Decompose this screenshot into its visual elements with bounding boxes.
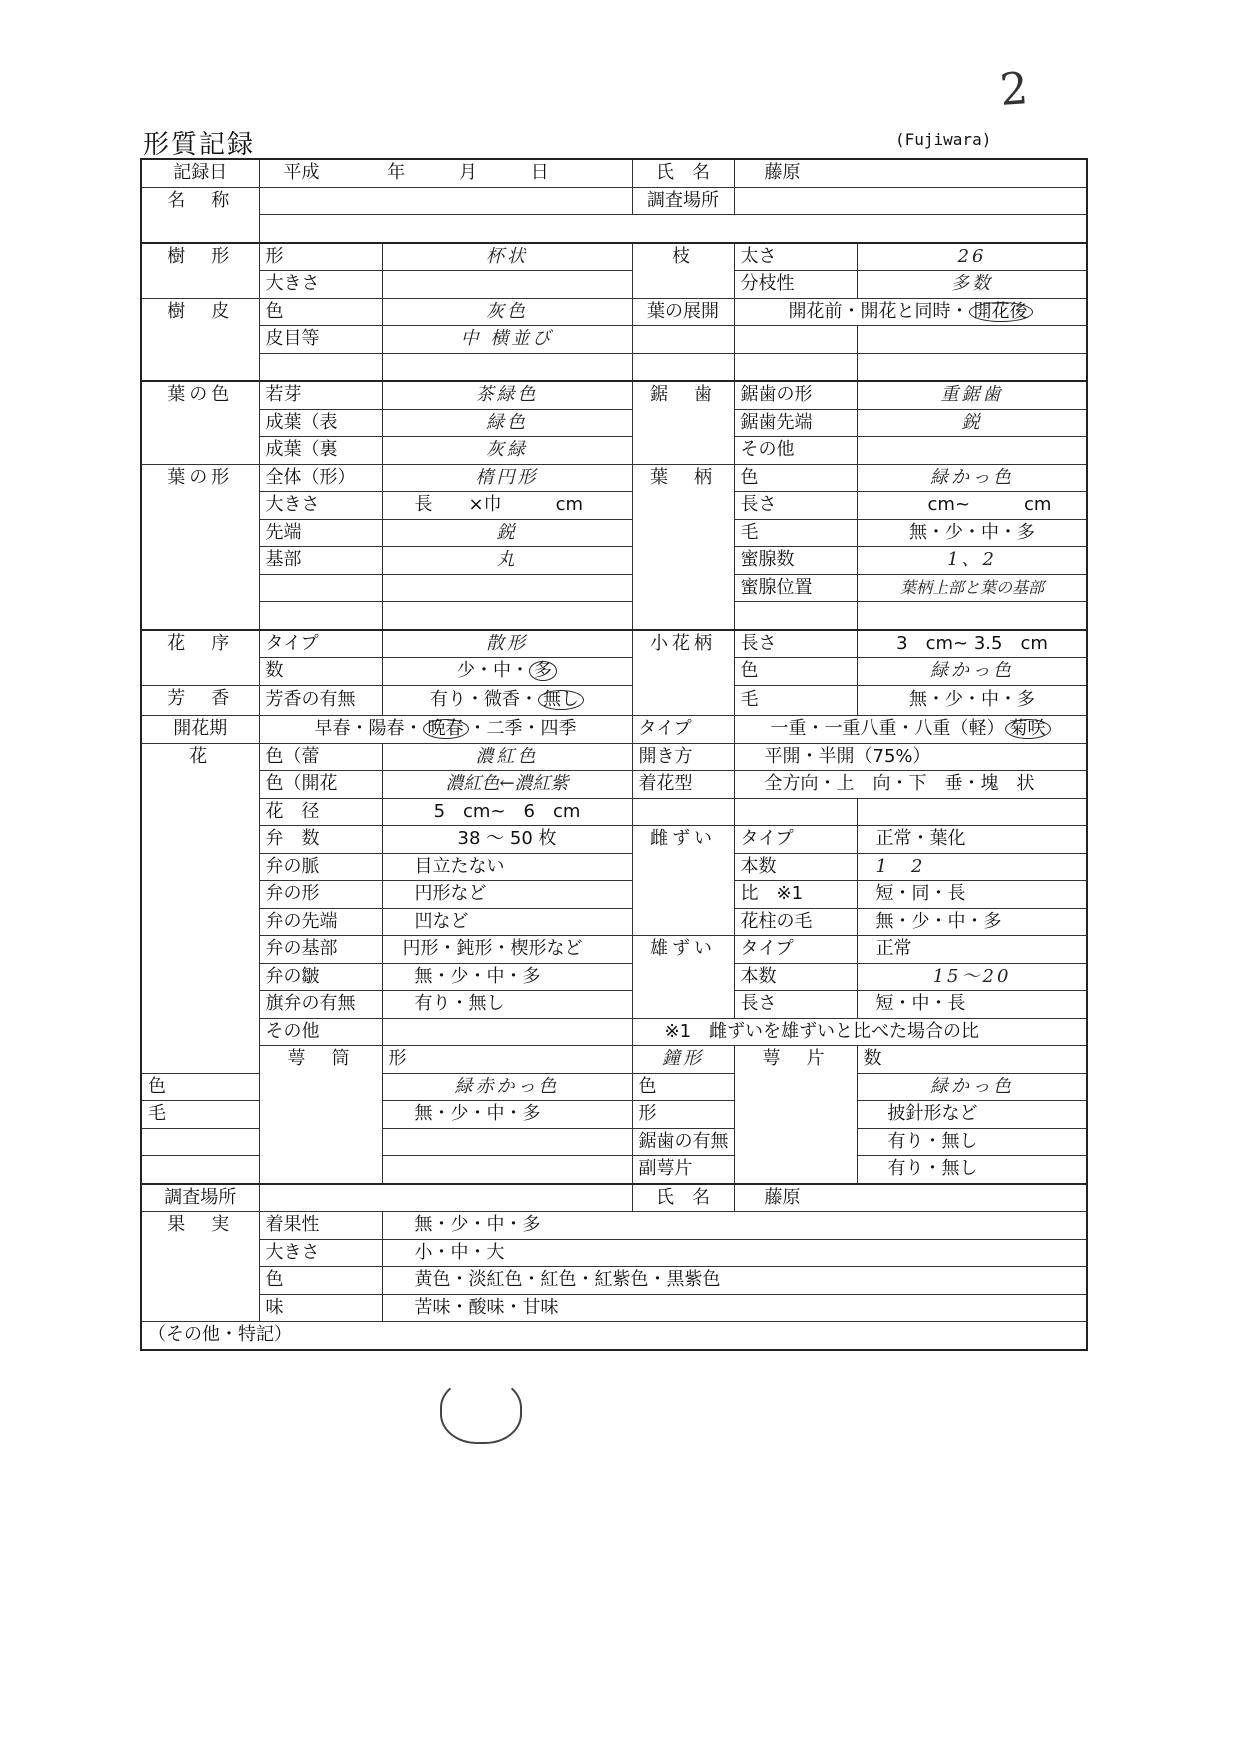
thickness-value[interactable]: 26: [857, 243, 1087, 271]
leaf-size-text[interactable]: 長 ×巾 cm: [382, 492, 632, 520]
table-row: [141, 991, 1087, 1019]
table-row: [141, 658, 1087, 686]
bark-color-value[interactable]: 灰色: [382, 298, 632, 326]
pedicel-length-label: 長さ: [734, 630, 857, 658]
flower-type-label: タイプ: [632, 716, 734, 744]
fruit-name-value[interactable]: 藤原: [734, 1184, 1087, 1212]
blank-cell: [734, 353, 857, 381]
stamen-length-label: 長さ: [734, 991, 857, 1019]
petiole-hair-label: 毛: [734, 519, 857, 547]
sepal-shape-label: 形: [632, 1101, 734, 1129]
name-label: 氏 名: [632, 159, 734, 187]
table-row: [141, 743, 1087, 771]
site-field[interactable]: [734, 187, 1087, 215]
blank-cell: [382, 1156, 632, 1184]
attitude-label: 着花型: [632, 771, 734, 799]
day-label: 日: [530, 162, 549, 184]
stamen-count-value[interactable]: 15～20: [857, 963, 1087, 991]
leafing-option[interactable]: 開花前: [788, 300, 843, 322]
year-label: 年: [387, 162, 406, 184]
table-row: [141, 1184, 1087, 1212]
option[interactable]: 早春: [314, 718, 351, 740]
fruit-label: 果 実: [141, 1212, 259, 1322]
option[interactable]: 多: [1017, 689, 1036, 711]
pedicel-label: 小花柄: [632, 630, 734, 716]
leaf-tip-label: 先端: [259, 519, 382, 547]
leaf-tip-value[interactable]: 鋭: [382, 519, 632, 547]
option-selected[interactable]: 多: [529, 661, 557, 681]
option-selected[interactable]: 無し: [538, 690, 584, 710]
option[interactable]: 無: [909, 689, 928, 711]
petiole-length-text[interactable]: cm~ cm: [857, 492, 1087, 520]
pistil-type-label: タイプ: [734, 826, 857, 854]
option[interactable]: 少: [945, 521, 964, 543]
fruit-site-label: 調査場所: [141, 1184, 259, 1212]
cultivar-field[interactable]: [259, 187, 632, 215]
option[interactable]: 少: [457, 660, 475, 682]
author-tag: (Fujiwara): [895, 130, 992, 149]
table-row: [141, 492, 1087, 520]
petiole-label: 葉 柄: [632, 464, 734, 630]
fragrance-presence-label: 芳香の有無: [259, 685, 382, 716]
table-row: [141, 963, 1087, 991]
table-row: [141, 1212, 1087, 1240]
option[interactable]: 中: [981, 689, 1000, 711]
inflorescence-count-options[interactable]: 少・中・ 多: [382, 658, 632, 686]
bud-color-label: 色（蕾: [259, 743, 382, 771]
blank-cell: [382, 574, 632, 602]
opening-text[interactable]: 平開・半開（75%）: [734, 743, 1087, 771]
sub-calyx-text[interactable]: 有り・無し: [857, 1156, 1087, 1184]
gland-position-value[interactable]: 葉柄上部と葉の基部: [857, 574, 1087, 602]
leafing-options[interactable]: 開花前・開花と同時・ 開花後: [734, 298, 1087, 326]
branch-label: 枝: [632, 243, 734, 299]
serration-other-value[interactable]: [857, 437, 1087, 465]
diameter-text[interactable]: 5 cm~ 6 cm: [382, 798, 632, 826]
open-color-value[interactable]: 濃紅色←濃紅紫: [382, 771, 632, 799]
leaf-color-label: 葉の色: [141, 381, 259, 464]
table-row: [141, 437, 1087, 465]
blank-cell: [632, 326, 734, 354]
blank-cell: [259, 353, 382, 381]
sepal-color-label: 色: [632, 1073, 734, 1101]
blank-cell: [734, 798, 857, 826]
bud-color-value[interactable]: 濃紅色: [382, 743, 632, 771]
pedicel-hair-label: 毛: [734, 685, 857, 716]
style-hair-label: 花柱の毛: [734, 908, 857, 936]
table-row: [141, 547, 1087, 575]
fruit-setting-label: 着果性: [259, 1212, 382, 1240]
fruit-size-text[interactable]: 小・中・大: [382, 1239, 1087, 1267]
option[interactable]: 二季: [486, 718, 523, 740]
table-row: [141, 630, 1087, 658]
blank-cell: [141, 1156, 259, 1184]
site-label: 調査場所: [632, 187, 734, 215]
option[interactable]: 多: [1017, 521, 1036, 543]
mature-lower-label: 成葉（裏: [259, 437, 382, 465]
pedicel-color-label: 色: [734, 658, 857, 686]
bud-value[interactable]: 茶緑色: [382, 381, 632, 409]
petal-count-label: 弁 数: [259, 826, 382, 854]
inflorescence-type-label: タイプ: [259, 630, 382, 658]
table-row: [141, 908, 1087, 936]
footnote: ※1 雌ずいを雄ずいと比べた場合の比: [632, 1018, 1087, 1046]
table-row: [141, 215, 1087, 243]
record-date-label: 記録日: [141, 159, 259, 187]
lenticel-label: 皮目等: [259, 326, 382, 354]
mature-upper-label: 成葉（表: [259, 409, 382, 437]
table-row: [141, 826, 1087, 854]
era-label: 平成: [283, 162, 320, 184]
blank-cell: [632, 353, 734, 381]
option[interactable]: 一重: [770, 718, 807, 740]
pistil-type-text[interactable]: 正常・葉化: [857, 826, 1087, 854]
bud-label: 若芽: [259, 381, 382, 409]
month-label: 月: [458, 162, 477, 184]
tree-form-label: 形: [259, 243, 382, 271]
option[interactable]: 無: [909, 521, 928, 543]
cultivar-label: 名 称: [141, 187, 259, 243]
serration-label: 鋸 歯: [632, 381, 734, 464]
overall-label: 全体（形）: [259, 464, 382, 492]
name-value[interactable]: 藤原: [734, 159, 1087, 187]
table-row: [141, 1046, 1087, 1074]
flower-other-label: その他: [259, 1018, 382, 1046]
branching-label: 分枝性: [734, 271, 857, 299]
table-row: [141, 602, 1087, 630]
sepal-shape-value[interactable]: 披針形など: [857, 1101, 1087, 1129]
bloom-options[interactable]: 早春・陽春・ 晩春 ・二季・四季: [259, 716, 632, 744]
inflorescence-label: 花 序: [141, 630, 259, 686]
table-row: [141, 1239, 1087, 1267]
option[interactable]: 中: [493, 660, 511, 682]
leafing-option[interactable]: 開花と同時: [860, 300, 951, 322]
option[interactable]: 陽春: [368, 718, 405, 740]
flower-other-value[interactable]: [382, 1018, 632, 1046]
fruit-setting-text[interactable]: 無・少・中・多: [382, 1212, 1087, 1240]
pedicel-length-text[interactable]: 3 cm~ 3.5 cm: [857, 630, 1087, 658]
flag-petal-text[interactable]: 有り・無し: [382, 991, 632, 1019]
calyx-tube-label: 萼 筒: [259, 1046, 382, 1184]
petal-vein-label: 弁の脈: [259, 853, 382, 881]
leaf-shape-label: 葉の形: [141, 464, 259, 630]
sepal-serration-label: 鋸歯の有無: [632, 1128, 734, 1156]
leaf-size-label: 大きさ: [259, 492, 382, 520]
tree-form-value[interactable]: 杯状: [382, 243, 632, 271]
gland-count-value[interactable]: 1、2: [857, 547, 1087, 575]
page-number: 2: [998, 63, 1030, 116]
table-row: [141, 159, 1087, 187]
tube-shape-value[interactable]: 鐘形: [632, 1046, 734, 1074]
petal-shape-value[interactable]: 円形など: [382, 881, 632, 909]
gland-position-label: 蜜腺位置: [734, 574, 857, 602]
record-date-field[interactable]: [259, 159, 632, 187]
blank-cell: [382, 353, 632, 381]
option[interactable]: 中: [981, 521, 1000, 543]
fruit-taste-text[interactable]: 苦味・酸味・甘味: [382, 1294, 1087, 1322]
blank-cell: [382, 602, 632, 630]
petal-vein-value[interactable]: 目立たない: [382, 853, 632, 881]
sepal-serration-text[interactable]: 有り・無し: [857, 1128, 1087, 1156]
table-row: [141, 798, 1087, 826]
table-row: [141, 381, 1087, 409]
sub-calyx-label: 副萼片: [632, 1156, 734, 1184]
pedicel-hair-options[interactable]: 無・少・中・多: [857, 685, 1087, 716]
leaf-base-label: 基部: [259, 547, 382, 575]
mature-upper-value[interactable]: 緑色: [382, 409, 632, 437]
petal-shape-label: 弁の形: [259, 881, 382, 909]
serration-shape-value[interactable]: 重鋸歯: [857, 381, 1087, 409]
open-color-label: 色（開花: [259, 771, 382, 799]
trait-record-table: [140, 158, 1088, 1351]
option[interactable]: 少: [945, 689, 964, 711]
bark-label: 樹 皮: [141, 298, 259, 381]
table-row: [141, 519, 1087, 547]
table-row: [141, 243, 1087, 271]
fruit-color-text[interactable]: 黄色・淡紅色・紅色・紅紫色・黒紫色: [382, 1267, 1087, 1295]
serration-shape-label: 鋸歯の形: [734, 381, 857, 409]
tube-hair-label: 毛: [141, 1101, 259, 1129]
tube-hair-text[interactable]: 無・少・中・多: [382, 1101, 632, 1129]
table-row: [141, 881, 1087, 909]
table-row: [141, 771, 1087, 799]
flag-petal-label: 旗弁の有無: [259, 991, 382, 1019]
tube-color-label: 色: [141, 1073, 259, 1101]
option[interactable]: 微香: [484, 689, 520, 711]
table-row: [141, 936, 1087, 964]
petiole-color-value[interactable]: 緑かっ色: [857, 464, 1087, 492]
petal-base-text[interactable]: 円形・鈍形・楔形など: [382, 936, 632, 964]
petal-wrinkle-text[interactable]: 無・少・中・多: [382, 963, 632, 991]
blank-cell: [632, 798, 734, 826]
inflorescence-type-value[interactable]: 散形: [382, 630, 632, 658]
table-row: [141, 353, 1087, 381]
cultivar-field-extra[interactable]: [259, 215, 1087, 243]
leafing-label: 葉の展開: [632, 298, 734, 326]
table-row: [141, 298, 1087, 326]
stamen-label: 雄ずい: [632, 936, 734, 1019]
handwritten-circle-mark: [440, 1378, 522, 1444]
petiole-color-label: 色: [734, 464, 857, 492]
tube-shape-label: 形: [382, 1046, 632, 1074]
stamen-type-value[interactable]: 正常: [857, 936, 1087, 964]
petal-count-text[interactable]: 38 ～ 50 枚: [382, 826, 632, 854]
thickness-label: 太さ: [734, 243, 857, 271]
option-selected[interactable]: 晩春: [423, 719, 469, 739]
tree-shape-label: 樹 形: [141, 243, 259, 299]
petal-wrinkle-label: 弁の皺: [259, 963, 382, 991]
notes-area[interactable]: [141, 1322, 1087, 1350]
table-row: [141, 1322, 1087, 1350]
table-row: [141, 1294, 1087, 1322]
table-row: [141, 685, 1087, 716]
gland-count-label: 蜜腺数: [734, 547, 857, 575]
serration-other-label: その他: [734, 437, 857, 465]
fruit-taste-label: 味: [259, 1294, 382, 1322]
petal-tip-label: 弁の先端: [259, 908, 382, 936]
table-row: [141, 464, 1087, 492]
flower-label: 花: [141, 743, 259, 1073]
fragrance-label: 芳 香: [141, 685, 259, 716]
tree-size-label: 大きさ: [259, 271, 382, 299]
option[interactable]: 八重（軽）: [914, 718, 1005, 740]
blank-cell: [857, 798, 1087, 826]
table-row: [141, 1018, 1087, 1046]
style-hair-text[interactable]: 無・少・中・多: [857, 908, 1087, 936]
table-row: [141, 409, 1087, 437]
branching-value[interactable]: 多数: [857, 271, 1087, 299]
table-row: [141, 271, 1087, 299]
table-row: [141, 326, 1087, 354]
ratio-text[interactable]: 短・同・長: [857, 881, 1087, 909]
leafing-option-selected[interactable]: 開花後: [969, 302, 1033, 322]
stamen-length-text[interactable]: 短・中・長: [857, 991, 1087, 1019]
fragrance-options[interactable]: 有り・微香・ 無し: [382, 685, 632, 716]
table-row: [141, 853, 1087, 881]
bark-color-label: 色: [259, 298, 382, 326]
serration-tip-label: 鋸歯先端: [734, 409, 857, 437]
table-row: [141, 574, 1087, 602]
blank-cell: [259, 574, 382, 602]
blank-cell: [857, 326, 1087, 354]
pistil-label: 雌ずい: [632, 826, 734, 936]
blank-cell: [857, 602, 1087, 630]
tube-color-value[interactable]: 緑赤かっ色: [382, 1073, 632, 1101]
leaf-base-value[interactable]: 丸: [382, 547, 632, 575]
diameter-label: 花 径: [259, 798, 382, 826]
sepal-label: 萼 片: [734, 1046, 857, 1184]
ratio-label: 比 ※1: [734, 881, 857, 909]
petiole-hair-options[interactable]: 無・少・中・多: [857, 519, 1087, 547]
pedicel-color-value[interactable]: 緑かっ色: [857, 658, 1087, 686]
table-row: [141, 1267, 1087, 1295]
petal-base-label: 弁の基部: [259, 936, 382, 964]
mature-lower-value[interactable]: 灰緑: [382, 437, 632, 465]
blank-cell: [382, 1128, 632, 1156]
fruit-name-label: 氏 名: [632, 1184, 734, 1212]
table-row: [141, 716, 1087, 744]
stamen-type-label: タイプ: [734, 936, 857, 964]
opening-label: 開き方: [632, 743, 734, 771]
form-title: 形質記録: [143, 130, 256, 160]
sepal-count-label: 数: [857, 1046, 1087, 1074]
blank-cell: [734, 602, 857, 630]
pistil-count-label: 本数: [734, 853, 857, 881]
petiole-length-label: 長さ: [734, 492, 857, 520]
flower-type-options[interactable]: 一重・一重八重・八重（軽） 菊咲: [734, 716, 1087, 744]
overall-value[interactable]: 楕円形: [382, 464, 632, 492]
option[interactable]: 有り: [430, 689, 466, 711]
blank-cell: [857, 353, 1087, 381]
option[interactable]: 四季: [540, 718, 577, 740]
inflorescence-count-label: 数: [259, 658, 382, 686]
petal-tip-value[interactable]: 凹など: [382, 908, 632, 936]
serration-tip-value[interactable]: 鋭: [857, 409, 1087, 437]
blank-cell: [259, 602, 382, 630]
blank-cell: [734, 326, 857, 354]
tree-size-value[interactable]: [382, 271, 632, 299]
pistil-count-value[interactable]: 1 2: [857, 853, 1087, 881]
fruit-color-label: 色: [259, 1267, 382, 1295]
attitude-text[interactable]: 全方向・上 向・下 垂・塊 状: [734, 771, 1087, 799]
option-selected[interactable]: 菊咲: [1005, 719, 1051, 739]
blank-cell: [141, 1128, 259, 1156]
sepal-color-value[interactable]: 緑かっ色: [857, 1073, 1087, 1101]
fruit-size-label: 大きさ: [259, 1239, 382, 1267]
table-row: [141, 187, 1087, 215]
option[interactable]: 一重八重: [824, 718, 897, 740]
notes-label: （その他・特記）: [148, 1324, 292, 1346]
stamen-count-label: 本数: [734, 963, 857, 991]
fruit-site-field[interactable]: [259, 1184, 632, 1212]
bloom-label: 開花期: [141, 716, 259, 744]
lenticel-value[interactable]: 中 横並び: [382, 326, 632, 354]
